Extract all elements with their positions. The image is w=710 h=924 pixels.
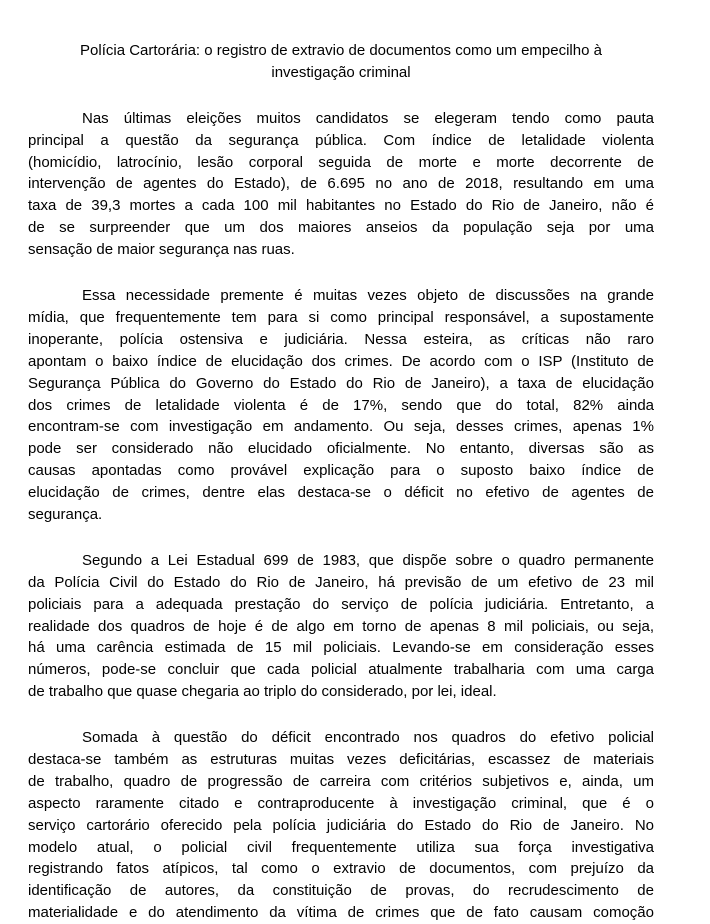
text-line: dos crimes de letalidade violenta é de 17%, sendo que do total, 82% ainda (28, 396, 654, 414)
text-line: sensação de maior segurança nas ruas. (28, 241, 295, 259)
text-line: apontam o baixo índice de elucidação dos crimes. De acordo com o ISP (Instituto de (28, 352, 654, 370)
text-line: segurança. (28, 505, 103, 523)
text-line: da Polícia Civil do Estado do Rio de Janeiro, há previsão de um efetivo de 23 mil (28, 573, 654, 591)
text-line: Essa necessidade premente é muitas vezes objeto de discussões na grande (82, 287, 654, 305)
text-line: destaca-se também as estruturas muitas vezes deficitárias, escassez de materiais (28, 750, 654, 768)
text-line: inoperante, polícia ostensiva e judiciária. Nessa esteira, as críticas não raro (28, 330, 654, 348)
text-line: encontram-se com investigação em andamento. Ou seja, desses crimes, apenas 1% (28, 418, 654, 436)
text-line: mídia, que frequentemente tem para si como principal responsável, a supostamente (28, 308, 654, 326)
text-line: modelo atual, o policial civil frequentemente utiliza sua força investigativa (28, 838, 654, 856)
text-line: aspecto raramente citado e contraproducente à investigação criminal, que é o (28, 794, 654, 812)
text-line: registrando fatos atípicos, tal como o extravio de documentos, com prejuízo da (28, 860, 654, 878)
paragraph (28, 727, 654, 924)
text-line: Nas últimas eleições muitos candidatos se elegeram tendo como pauta (82, 109, 654, 127)
text-line: identificação de autores, da constituição de provas, do recrudescimento de (28, 882, 654, 900)
paragraph (28, 285, 654, 526)
text-line: serviço cartorário oferecido pela polícia judiciária do Estado do Rio de Janeiro. No (28, 816, 654, 834)
paragraph (28, 550, 654, 703)
text-line: números, pode-se concluir que cada policial atualmente trabalharia com uma carga (28, 661, 654, 679)
text-line: causas apontadas como provável explicação para o suposto baixo índice de (28, 462, 654, 480)
text-line: (homicídio, latrocínio, lesão corporal seguida de morte e morte decorrente de (28, 153, 654, 171)
text-line: taxa de 39,3 mortes a cada 100 mil habitantes no Estado do Rio de Janeiro, não é (28, 197, 654, 215)
document-title (28, 40, 654, 84)
text-line: realidade dos quadros de hoje é de algo em torno de apenas 8 mil policiais, ou seja, (28, 617, 654, 635)
text-line: de se surpreender que um dos maiores anseios da população seja por uma (28, 219, 654, 237)
title-line: investigação criminal (271, 63, 411, 81)
text-line: há uma carência estimada de 15 mil policiais. Levando-se em consideração esses (28, 639, 654, 657)
text-line: de trabalho, quadro de progressão de carreira com critérios subjetivos e, ainda, um (28, 772, 654, 790)
text-line: Somada à questão do déficit encontrado nos quadros do efetivo policial (82, 729, 654, 747)
text-line: policiais para a adequada prestação do serviço de polícia judiciária. Entretanto, a (28, 595, 654, 613)
title-line: Polícia Cartorária: o registro de extravio de documentos como um empecilho à (80, 42, 602, 59)
text-line: de trabalho que quase chegaria ao triplo do considerado, por lei, ideal. (28, 683, 497, 701)
paragraph (28, 108, 654, 261)
document-body (28, 108, 710, 924)
text-line: elucidação de crimes, dentre elas destaca-se o déficit no efetivo de agentes de (28, 484, 654, 502)
text-line: principal a questão da segurança pública. Com índice de letalidade violenta (28, 131, 654, 149)
text-line: pode ser considerado não elucidado oficialmente. No entanto, diversas são as (28, 440, 654, 458)
text-line: materialidade e do atendimento da vítima de crimes que de fato causam comoção (28, 904, 654, 922)
text-line: Segurança Pública do Governo do Estado do Rio de Janeiro), a taxa de elucidação (28, 374, 654, 392)
text-line: intervenção de agentes do Estado), de 6.695 no ano de 2018, resultando em uma (28, 175, 654, 193)
text-line: Segundo a Lei Estadual 699 de 1983, que dispõe sobre o quadro permanente (82, 551, 654, 569)
